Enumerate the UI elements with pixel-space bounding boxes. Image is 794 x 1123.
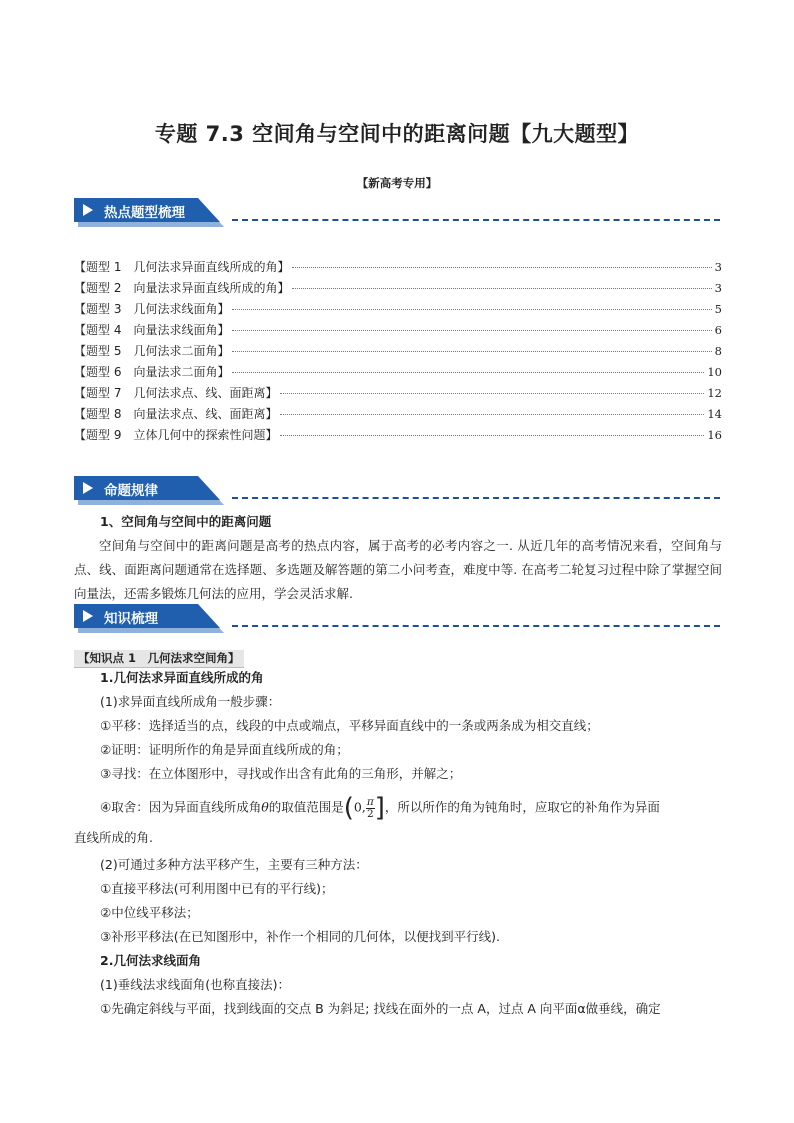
toc-item-title: 【题型 9 立体几何中的探索性问题】 bbox=[74, 428, 278, 442]
toc-page-number: 3 bbox=[714, 281, 722, 295]
fraction-numerator: π bbox=[366, 795, 374, 808]
step-item: ②证明：证明所作的角是异面直线所成的角； bbox=[100, 742, 349, 757]
section-heading: 1.几何法求异面直线所成的角 bbox=[100, 670, 264, 685]
toc-item-title: 【题型 6 向量法求二面角】 bbox=[74, 365, 230, 379]
toc-page-number: 14 bbox=[707, 407, 722, 421]
method-item: ①直接平移法(可利用图中已有的平行线)； bbox=[100, 881, 334, 896]
sub-heading: (1)垂线法求线面角(也称直接法)： bbox=[100, 977, 290, 992]
step-item-with-formula bbox=[100, 793, 660, 823]
toc-item-title: 【题型 5 几何法求二面角】 bbox=[74, 344, 230, 358]
section-heading: 2.几何法求线面角 bbox=[100, 953, 201, 968]
step-text: ，所以所作的角为钝角时，应取它的补角作为异面 bbox=[384, 799, 660, 815]
toc-page-number: 6 bbox=[714, 323, 722, 337]
toc-item[interactable] bbox=[74, 405, 722, 426]
fraction bbox=[366, 797, 375, 820]
step-item: ③寻找：在立体图形中，寻找或作出含有此角的三角形，并解之； bbox=[100, 766, 462, 781]
toc-item[interactable] bbox=[74, 426, 722, 447]
toc-page-number: 10 bbox=[707, 365, 722, 379]
banner-label: 知识梳理 bbox=[104, 611, 158, 627]
method-item: ③补形平移法(在已知图形中，补作一个相同的几何体，以便找到平行线). bbox=[100, 929, 500, 944]
toc-leader bbox=[292, 288, 711, 289]
step-continuation: 直线所成的角. bbox=[74, 830, 153, 845]
toc-leader bbox=[232, 351, 711, 352]
toc-page-number: 8 bbox=[714, 344, 722, 358]
toc-leader bbox=[280, 435, 704, 436]
sub-heading: (1)求异面直线所成角一般步骤： bbox=[100, 694, 281, 709]
banner-label: 热点题型梳理 bbox=[104, 205, 185, 221]
method-item: ②中位线平移法； bbox=[100, 905, 199, 920]
section-banner-hot-topics bbox=[74, 198, 720, 228]
toc-leader bbox=[292, 267, 711, 268]
section-banner-law bbox=[74, 476, 720, 506]
dashed-divider bbox=[232, 219, 720, 221]
toc-leader bbox=[232, 309, 711, 310]
knowledge-point-tag: 【知识点 1 几何法求空间角】 bbox=[74, 650, 244, 668]
toc-item[interactable] bbox=[74, 258, 722, 279]
toc-item[interactable] bbox=[74, 384, 722, 405]
page-subtitle: 【新高考专用】 bbox=[356, 176, 438, 190]
sub-heading: (2)可通过多种方法平移产生，主要有三种方法： bbox=[100, 857, 368, 872]
step-item: ①平移：选择适当的点，线段的中点或端点，平移异面直线中的一条或两条成为相交直线； bbox=[100, 718, 599, 733]
toc-item[interactable] bbox=[74, 321, 722, 342]
toc-item[interactable] bbox=[74, 300, 722, 321]
toc-leader bbox=[280, 393, 704, 394]
table-of-contents bbox=[74, 258, 722, 447]
section-banner-knowledge bbox=[74, 604, 720, 634]
fraction-denominator: 2 bbox=[366, 807, 374, 820]
interval-formula bbox=[344, 793, 385, 823]
toc-item[interactable] bbox=[74, 363, 722, 384]
toc-leader bbox=[280, 414, 704, 415]
dashed-divider bbox=[232, 497, 720, 499]
step-item: ①先确定斜线与平面，找到线面的交点 B 为斜足; 找线在面外的一点 A，过点 A 向平面α做垂线，确定 bbox=[100, 1001, 661, 1016]
play-arrow-icon bbox=[83, 204, 93, 216]
toc-item[interactable] bbox=[74, 279, 722, 300]
toc-item-title: 【题型 2 向量法求异面直线所成的角】 bbox=[74, 281, 290, 295]
step-text: ④取舍：因为异面直线所成角 bbox=[100, 799, 262, 815]
toc-leader bbox=[232, 330, 711, 331]
theta-symbol: θ bbox=[261, 799, 269, 815]
toc-item-title: 【题型 7 几何法求点、线、面距离】 bbox=[74, 386, 278, 400]
toc-item-title: 【题型 4 向量法求线面角】 bbox=[74, 323, 230, 337]
interval-left: 0, bbox=[353, 799, 366, 815]
dashed-divider bbox=[232, 625, 720, 627]
toc-item-title: 【题型 3 几何法求线面角】 bbox=[74, 302, 230, 316]
toc-item-title: 【题型 1 几何法求异面直线所成的角】 bbox=[74, 260, 290, 274]
banner-label: 命题规律 bbox=[104, 483, 158, 499]
left-paren: ( bbox=[343, 793, 354, 823]
toc-item-title: 【题型 8 向量法求点、线、面距离】 bbox=[74, 407, 278, 421]
toc-page-number: 12 bbox=[707, 386, 722, 400]
page-title: 专题 7.3 空间角与空间中的距离问题【九大题型】 bbox=[154, 122, 640, 146]
toc-page-number: 5 bbox=[714, 302, 722, 316]
right-bracket: ] bbox=[374, 793, 385, 823]
step-text: 的取值范围是 bbox=[268, 799, 344, 815]
toc-page-number: 3 bbox=[714, 260, 722, 274]
play-arrow-icon bbox=[83, 610, 93, 622]
play-arrow-icon bbox=[83, 482, 93, 494]
toc-leader bbox=[232, 372, 704, 373]
toc-item[interactable] bbox=[74, 342, 722, 363]
law-paragraph: 空间角与空间中的距离问题是高考的热点内容，属于高考的必考内容之一. 从近几年的高考情况来看，空间角与点、线、面距离问题通常在选择题、多选题及解答题的第二小问考查，难度中等. 在高考二轮复习过程中除了掌握空间向量法，还需多锻炼几何法的应用，学会灵活求解. bbox=[74, 538, 722, 601]
toc-page-number: 16 bbox=[707, 428, 722, 442]
law-heading: 1、空间角与空间中的距离问题 bbox=[100, 514, 272, 529]
